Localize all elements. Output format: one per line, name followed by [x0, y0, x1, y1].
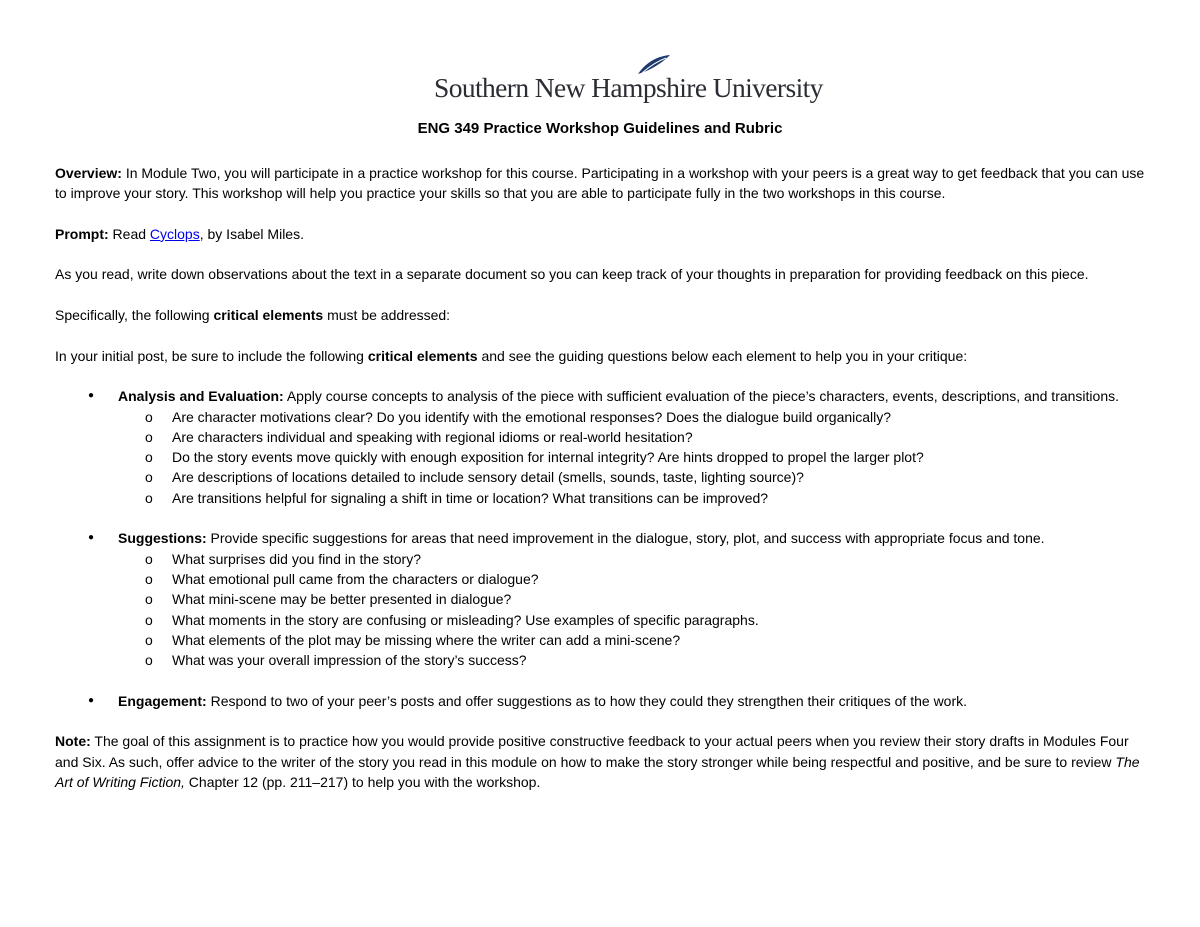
read-note-paragraph: As you read, write down observations about the text in a separate document so you can keep track of your thoughts in preparation for providing feedback on this piece.: [55, 266, 1089, 283]
question-item: o What mini-scene may be better presented in dialogue?: [118, 589, 1145, 609]
suggestions-questions: [118, 549, 1145, 671]
initial-post-after: and see the guiding questions below each element to help you in your critique:: [477, 347, 968, 364]
question-item: o Are transitions helpful for signaling a shift in time or location? What transitions can be improved?: [118, 488, 1145, 508]
question-item: o Are characters individual and speaking with regional idioms or real-world hesitation?: [118, 427, 1145, 447]
question-item: o Are character motivations clear? Do you identify with the emotional responses? Does the dialogue build organically?: [118, 407, 1145, 427]
overview-paragraph: [55, 163, 1145, 204]
element-engagement: [55, 691, 1145, 711]
prompt-text-after: , by Isabel Miles.: [199, 225, 304, 242]
note-text-before: The goal of this assignment is to practice how you would provide positive constructive feedback to your actual peers when you review their story drafts in Modules Four and Six. As such, offer advice to the writer of the story you read in this module on how to make the story stronger while being respectful and positive, and be sure to review: [55, 733, 1129, 770]
initial-post-bold: critical elements: [367, 347, 478, 364]
book-title: The Art of Writing Fiction,: [55, 753, 1140, 790]
element-text: Respond to two of your peer’s posts and offer suggestions as to how they could they strengthen their critiques of the work.: [206, 692, 968, 709]
initial-post-paragraph: [55, 346, 1145, 366]
overview-label: Overview:: [55, 165, 122, 181]
note-text-after: Chapter 12 (pp. 211–217) to help you with the workshop.: [184, 773, 541, 790]
element-suggestions: [55, 528, 1145, 670]
logo-text: Southern New Hampshire University: [434, 72, 823, 103]
note-paragraph: [55, 731, 1145, 792]
question-item: o What surprises did you find in the story?: [118, 549, 1145, 569]
cyclops-link[interactable]: Cyclops: [149, 225, 200, 242]
element-text: Apply course concepts to analysis of the piece with sufficient evaluation of the piece’s characters, events, descriptions, and transitions.: [283, 388, 1120, 405]
question-item: o Do the story events move quickly with enough exposition for internal integrity? Are hints dropped to propel the larger plot?: [118, 447, 1145, 467]
initial-post-before: In your initial post, be sure to include the following: [55, 347, 368, 364]
specifically-paragraph: [55, 305, 1145, 325]
question-item: o What was your overall impression of the story’s success?: [118, 650, 1145, 670]
element-text: Provide specific suggestions for areas that need improvement in the dialogue, story, plot, and success with appropriate focus and tone.: [206, 530, 1045, 547]
critical-elements-list: [55, 386, 1145, 711]
analysis-questions: [118, 407, 1145, 508]
question-item: o What moments in the story are confusing or misleading? Use examples of specific paragraphs.: [118, 610, 1145, 630]
note-label: Note:: [55, 733, 91, 750]
document-body: [55, 163, 1145, 813]
specifically-after: must be addressed:: [323, 307, 451, 324]
element-label: Suggestions:: [118, 530, 207, 547]
prompt-label: Prompt:: [55, 225, 109, 242]
specifically-bold: critical elements: [213, 307, 324, 324]
overview-text: In Module Two, you will participate in a practice workshop for this course. Participating in a workshop with your peers is a great way to get feedback that you can use to improve your story. This workshop will help you practice your skills so that you are able to participate fully in the two workshops in this course.: [55, 165, 1145, 202]
prompt-paragraph: [55, 224, 1145, 244]
element-label: Analysis and Evaluation:: [118, 388, 284, 405]
prompt-text-before: Read: [108, 225, 150, 242]
document-title: ENG 349 Practice Workshop Guidelines and Rubric: [417, 120, 783, 137]
element-label: Engagement:: [118, 692, 207, 709]
university-logo: [434, 54, 823, 106]
specifically-before: Specifically, the following: [55, 307, 214, 324]
question-item: o What elements of the plot may be missing where the writer can add a mini-scene?: [118, 630, 1145, 650]
element-analysis-evaluation: [55, 386, 1145, 508]
question-item: o Are descriptions of locations detailed to include sensory detail (smells, sounds, taste, lighting source)?: [118, 467, 1145, 487]
question-item: o What emotional pull came from the characters or dialogue?: [118, 569, 1145, 589]
